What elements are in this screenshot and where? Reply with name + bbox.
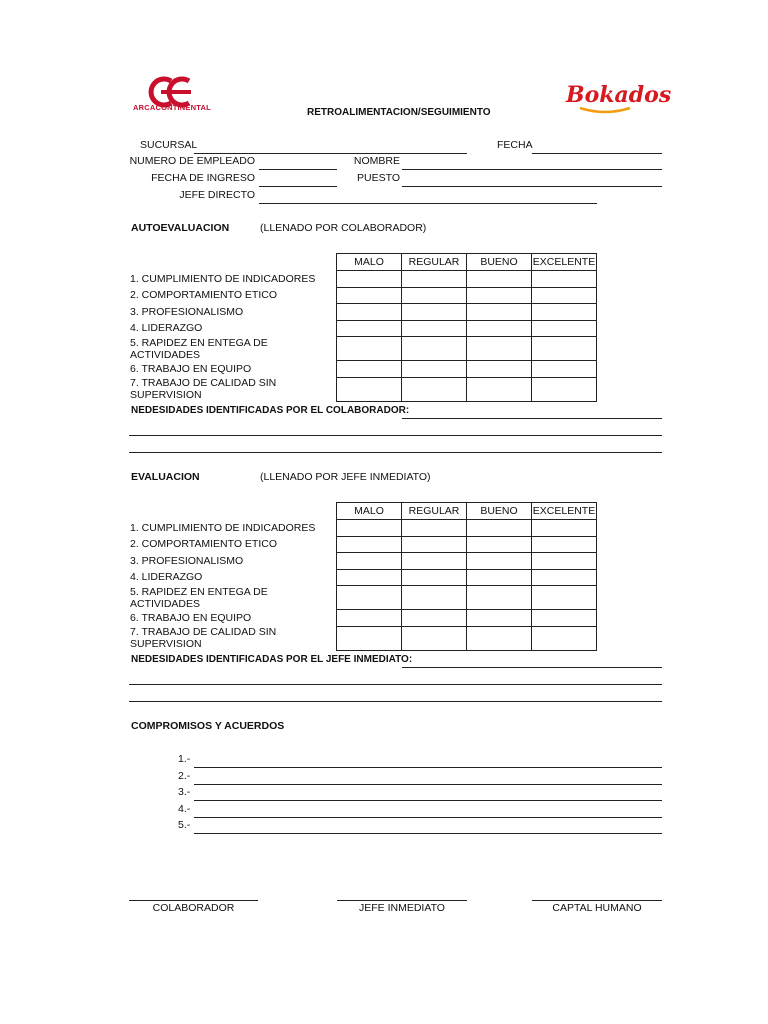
compromiso-field[interactable] [194,784,662,785]
table-row [130,304,597,321]
table-row [130,271,597,288]
rating-cell[interactable] [402,304,467,321]
table-header-row [130,254,597,271]
jefe-needs-label: NEDESIDADES IDENTIFICADAS POR EL JEFE INMEDIATO: [131,654,413,665]
puesto-label: PUESTO [357,172,400,184]
rating-cell[interactable] [532,536,597,553]
evaluacion-table [130,502,597,651]
criterion-label: 7. TRABAJO DE CALIDAD SIN SUPERVISION [130,626,277,650]
rating-cell[interactable] [402,569,467,586]
table-header-row [130,503,597,520]
rating-cell[interactable] [467,337,532,361]
bokados-logo-text: Bokados [566,82,672,108]
compromiso-field[interactable] [194,833,662,834]
rating-cell[interactable] [467,361,532,378]
jefe-needs-field[interactable] [129,684,662,685]
table-row [130,320,597,337]
column-header-malo: MALO [337,503,402,520]
rating-cell[interactable] [402,626,467,650]
jefe-inmediato-signature-label: JEFE INMEDIATO [359,902,445,914]
jefe-inmediato-signature-line[interactable] [337,900,467,901]
rating-cell[interactable] [467,553,532,570]
column-header-excelente: EXCELENTE [532,254,597,271]
rating-cell[interactable] [467,569,532,586]
rating-cell[interactable] [337,287,402,304]
compromiso-number: 2.- [178,770,191,782]
autoevaluacion-table [130,253,597,402]
rating-cell[interactable] [337,304,402,321]
rating-cell[interactable] [337,320,402,337]
rating-cell[interactable] [337,361,402,378]
fecha-ingreso-field[interactable] [259,186,337,187]
rating-cell[interactable] [402,536,467,553]
criterion-label: 6. TRABAJO EN EQUIPO [130,362,252,375]
rating-cell[interactable] [467,586,532,610]
puesto-field[interactable] [402,186,662,187]
rating-cell[interactable] [337,536,402,553]
rating-cell[interactable] [337,569,402,586]
rating-cell[interactable] [467,304,532,321]
rating-cell[interactable] [467,377,532,401]
sucursal-label: SUCURSAL [140,139,198,151]
column-header-bueno: BUENO [467,503,532,520]
rating-cell[interactable] [467,536,532,553]
nombre-label: NOMBRE [353,155,400,167]
compromiso-field[interactable] [194,767,662,768]
rating-cell[interactable] [532,377,597,401]
jefe-needs-field[interactable] [129,701,662,702]
criterion-label: 6. TRABAJO EN EQUIPO [130,611,252,624]
table-row [130,361,597,378]
rating-cell[interactable] [337,271,402,288]
jefe-directo-field[interactable] [259,203,597,204]
rating-cell[interactable] [337,553,402,570]
criterion-label: 2. COMPORTAMIENTO ETICO [130,289,278,302]
rating-cell[interactable] [337,586,402,610]
table-row [130,377,597,401]
arca-logo-text: ARCACONTINENTAL [133,103,211,112]
rating-cell[interactable] [467,520,532,537]
rating-cell[interactable] [532,569,597,586]
colaborador-signature-label: COLABORADOR [152,902,235,914]
rating-cell[interactable] [532,610,597,627]
nombre-field[interactable] [402,169,662,170]
column-header-bueno: BUENO [467,254,532,271]
rating-cell[interactable] [532,287,597,304]
column-header-regular: REGULAR [402,503,467,520]
rating-cell[interactable] [467,287,532,304]
capital-humano-signature-label: CAPTAL HUMANO [552,902,642,914]
rating-cell[interactable] [337,337,402,361]
table-row [130,287,597,304]
rating-cell[interactable] [532,304,597,321]
page-title: RETROALIMENTACION/SEGUIMIENTO [307,107,491,118]
sucursal-field[interactable] [194,153,467,154]
rating-cell[interactable] [337,626,402,650]
bokados-swoosh-icon [578,106,632,114]
fecha-ingreso-label: FECHA DE INGRESO [151,172,255,184]
evaluacion-title: EVALUACION [131,471,200,483]
colaborador-needs-field[interactable] [402,418,662,419]
column-header-excelente: EXCELENTE [532,503,597,520]
table-row [130,586,597,610]
autoevaluacion-title: AUTOEVALUACION [131,222,230,234]
autoevaluacion-subtitle: (LLENADO POR COLABORADOR) [260,222,427,234]
criterion-label: 7. TRABAJO DE CALIDAD SIN SUPERVISION [130,377,277,401]
rating-cell[interactable] [532,320,597,337]
table-row [130,520,597,537]
table-row [130,569,597,586]
rating-cell[interactable] [402,361,467,378]
compromiso-number: 4.- [178,803,191,815]
colaborador-needs-field[interactable] [129,452,662,453]
criterion-label: 3. PROFESIONALISMO [130,305,244,318]
table-row [130,553,597,570]
table-row [130,536,597,553]
evaluacion-subtitle: (LLENADO POR JEFE INMEDIATO) [260,471,431,483]
colaborador-needs-label: NEDESIDADES IDENTIFICADAS POR EL COLABORADOR: [131,405,410,416]
criterion-label: 1. CUMPLIMIENTO DE INDICADORES [130,521,316,534]
criterion-label: 4. LIDERAZGO [130,571,203,584]
rating-cell[interactable] [467,610,532,627]
rating-cell[interactable] [402,586,467,610]
rating-cell[interactable] [402,377,467,401]
rating-cell[interactable] [532,626,597,650]
jefe-needs-field[interactable] [402,667,662,668]
rating-cell[interactable] [532,361,597,378]
numero-empleado-field[interactable] [259,169,337,170]
rating-cell[interactable] [402,520,467,537]
fecha-field[interactable] [532,153,662,154]
rating-cell[interactable] [402,287,467,304]
arca-continental-logo [131,73,223,117]
rating-cell[interactable] [337,610,402,627]
rating-cell[interactable] [337,520,402,537]
criterion-label: 4. LIDERAZGO [130,322,203,335]
criterion-label: 3. PROFESIONALISMO [130,554,244,567]
rating-cell[interactable] [467,271,532,288]
column-header-malo: MALO [337,254,402,271]
criterion-label: 5. RAPIDEZ EN ENTEGA DE ACTIVIDADES [130,585,268,610]
rating-cell[interactable] [337,377,402,401]
rating-cell[interactable] [532,586,597,610]
numero-empleado-label: NUMERO DE EMPLEADO [129,155,255,167]
rating-cell[interactable] [532,337,597,361]
colaborador-signature-line[interactable] [129,900,258,901]
fecha-label: FECHA [497,139,533,151]
rating-cell[interactable] [532,553,597,570]
compromiso-number: 3.- [178,786,191,798]
criterion-label: 2. COMPORTAMIENTO ETICO [130,538,278,551]
rating-cell[interactable] [402,610,467,627]
rating-cell[interactable] [402,553,467,570]
colaborador-needs-field[interactable] [129,435,662,436]
rating-cell[interactable] [467,320,532,337]
compromisos-title: COMPROMISOS Y ACUERDOS [131,720,285,732]
capital-humano-signature-line[interactable] [532,900,662,901]
compromiso-number: 1.- [178,753,191,765]
table-row [130,626,597,650]
table-row [130,337,597,361]
rating-cell[interactable] [467,626,532,650]
compromiso-field[interactable] [194,817,662,818]
rating-cell[interactable] [402,271,467,288]
compromiso-number: 5.- [178,819,191,831]
criterion-label: 1. CUMPLIMIENTO DE INDICADORES [130,272,316,285]
table-row [130,610,597,627]
jefe-directo-label: JEFE DIRECTO [179,189,255,201]
criterion-label: 5. RAPIDEZ EN ENTEGA DE ACTIVIDADES [130,336,268,361]
rating-cell[interactable] [402,337,467,361]
column-header-regular: REGULAR [402,254,467,271]
bokados-logo [560,78,672,114]
rating-cell[interactable] [532,520,597,537]
rating-cell[interactable] [532,271,597,288]
compromiso-field[interactable] [194,800,662,801]
rating-cell[interactable] [402,320,467,337]
